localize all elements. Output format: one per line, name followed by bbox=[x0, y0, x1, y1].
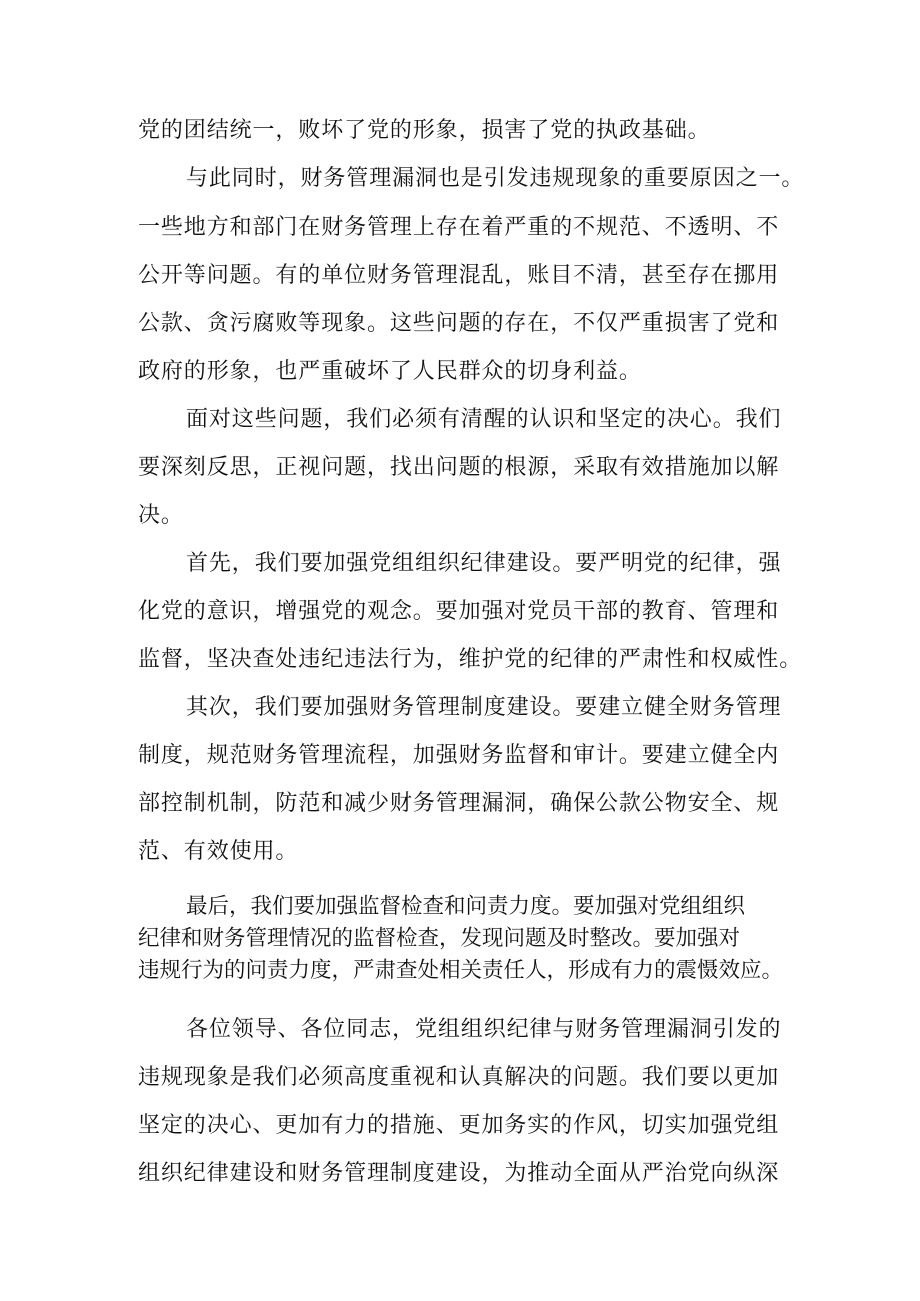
text-line: 决。 bbox=[138, 503, 184, 528]
text-line: 一些地方和部门在财务管理上存在着严重的不规范、不透明、不 bbox=[138, 215, 780, 240]
text-line: 公款、贪污腐败等现象。这些问题的存在，不仅严重损害了党和 bbox=[138, 311, 780, 336]
text-line: 其次，我们要加强财务管理制度建设。要建立健全财务管理 bbox=[186, 695, 782, 720]
text-line: 制度，规范财务管理流程，加强财务监督和审计。要建立健全内 bbox=[138, 743, 780, 768]
text-line: 公开等问题。有的单位财务管理混乱，账目不清，甚至存在挪用 bbox=[138, 263, 780, 288]
text-line: 纪律和财务管理情况的监督检查，发现问题及时整改。要加强对 bbox=[138, 926, 741, 951]
text-line: 组织纪律建设和财务管理制度建设，为推动全面从严治党向纵深 bbox=[138, 1161, 780, 1186]
text-line: 坚定的决心、更加有力的措施、更加务实的作风，切实加强党组 bbox=[138, 1113, 780, 1138]
text-line: 面对这些问题，我们必须有清醒的认识和坚定的决心。我们 bbox=[186, 407, 782, 432]
text-line: 部控制机制，防范和减少财务管理漏洞，确保公款公物安全、规 bbox=[138, 791, 780, 816]
text-line: 各位领导、各位同志，党组组织纪律与财务管理漏洞引发的 bbox=[186, 1017, 782, 1042]
text-line: 范、有效使用。 bbox=[138, 839, 299, 864]
text-line: 最后，我们要加强监督检查和问责力度。要加强对党组组织 bbox=[186, 894, 746, 919]
text-line: 化党的意识，增强党的观念。要加强对党员干部的教育、管理和 bbox=[138, 599, 780, 624]
text-line: 首先，我们要加强党组组织纪律建设。要严明党的纪律，强 bbox=[186, 551, 782, 576]
text-line: 党的团结统一，败坏了党的形象，损害了党的执政基础。 bbox=[138, 118, 711, 143]
text-line: 政府的形象，也严重破坏了人民群众的切身利益。 bbox=[138, 359, 642, 384]
text-line: 要深刻反思，正视问题，找出问题的根源，采取有效措施加以解 bbox=[138, 455, 780, 480]
text-line: 违规现象是我们必须高度重视和认真解决的问题。我们要以更加 bbox=[138, 1065, 780, 1090]
text-line: 违规行为的问责力度，严肃查处相关责任人，形成有力的震慑效应。 bbox=[138, 958, 784, 983]
text-line: 与此同时，财务管理漏洞也是引发违规现象的重要原因之一。 bbox=[186, 166, 805, 191]
text-line: 监督，坚决查处违纪违法行为，维护党的纪律的严肃性和权威性。 bbox=[138, 647, 803, 672]
